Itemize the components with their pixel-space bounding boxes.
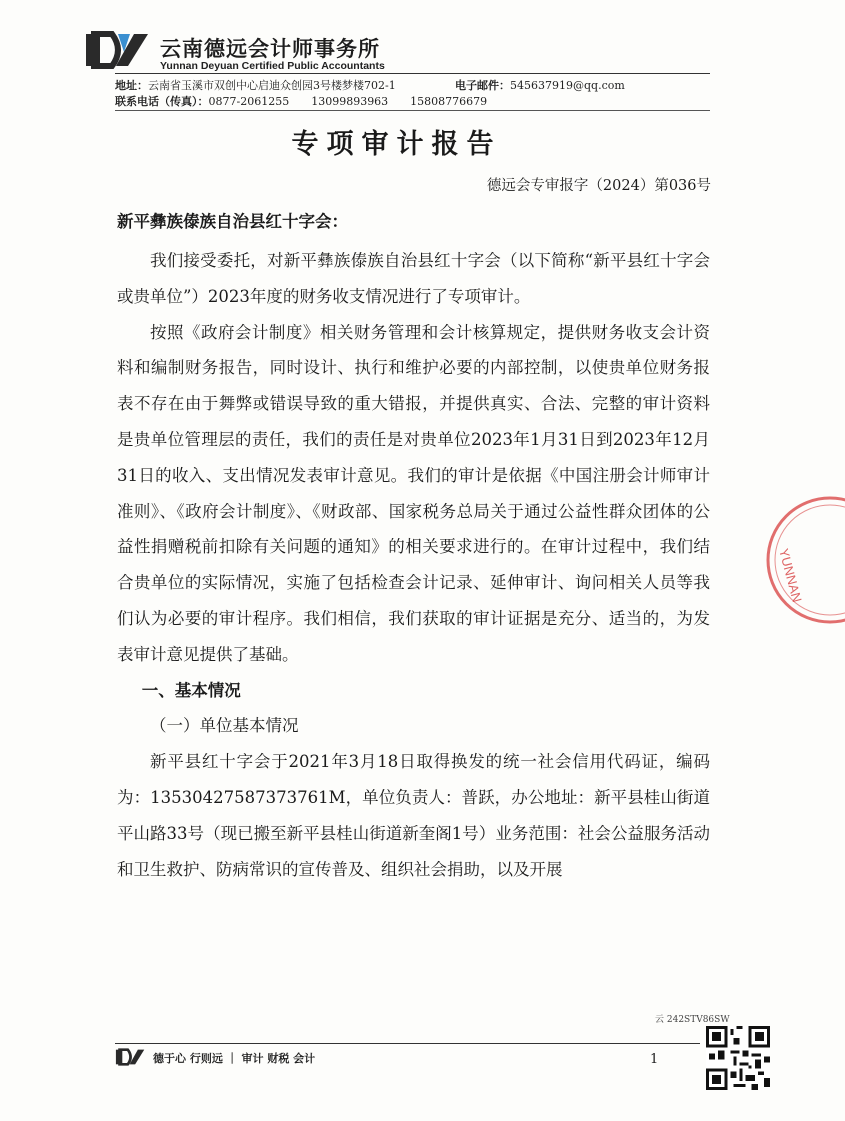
header-address: 地址：云南省玉溪市双创中心启迪众创园3号楼梦楼702-1 (115, 79, 396, 92)
page-number: 1 (650, 1052, 659, 1067)
header-phone: 联系电话（传真）：0877-2061255 13099893963 15808776679 (115, 95, 488, 108)
header-divider-2 (115, 110, 710, 111)
paragraph-1: 我们接受委托，对新平彝族傣族自治县红十字会（以下简称“新平县红十字会或贵单位”）2023年度的财务收支情况进行了专项审计。 (117, 251, 710, 306)
firm-name-cn: 云南德远会计师事务所 (160, 37, 380, 61)
addressee: 新平彝族傣族自治县红十字会： (117, 212, 348, 231)
document-code: 云 242STV86SW (655, 1015, 730, 1025)
header-email: 电子邮件：545637919@qq.com (455, 79, 625, 92)
footer-logo (115, 1047, 147, 1067)
paragraph-3: 新平县红十字会于2021年3月18日取得换发的统一社会信用代码证，编码为：13530427587373761M，单位负责人：普跃，办公地址：新平县桂山街道平山路33号（现已搬至新平县桂山街道新奎阁1号）业务范围：社会公益服务活动和卫生救护、防病常识的宣传普及、组织社会捐助，以及开展 (117, 752, 710, 879)
footer-slogan: 德于心 行则远 ｜ 审计 财税 会计 (153, 1052, 316, 1065)
section-heading: 一、基本情况 (141, 680, 241, 700)
firm-name-en: Yunnan Deyuan Certified Public Accountants (160, 60, 385, 72)
reference-number: 德远会专审报字（2024）第036号 (486, 178, 711, 194)
subsection-heading: （一）单位基本情况 (150, 716, 299, 736)
footer-divider (115, 1043, 700, 1044)
document-title: 专项审计报告 (291, 129, 502, 160)
svg-text:YUNNAN: YUNNAN (776, 546, 805, 604)
paragraph-2: 按照《政府会计制度》相关财务管理和会计核算规定，提供财务收支会计资料和编制财务报告，同时设计、执行和维护必要的内部控制，以使贵单位财务报表不存在由于舞弊或错误导致的重大错报，并提供真实、合法、完整的审计资料是贵单位管理层的责任，我们的责任是对贵单位2023年1月31日到2023年12月31日的收入、支出情况发表审计意见。我们的审计是依据《中国注册会计师审计准则》、《政府会计制度》、《财政部、国家税务总局关于通过公益性群众团体的公益性捐赠税前扣除有关问题的通知》的相关要求进行的。在审计过程中，我们结合贵单位的实际情况，实施了包括检查会计记录、延伸审计、询问相关人员等我们认为必要的审计程序。我们相信，我们获取的审计证据是充分、适当的，为发表审计意见提供了基础。 (117, 322, 710, 664)
firm-logo (84, 30, 154, 70)
qr-code-icon (706, 1026, 770, 1090)
header-divider (115, 73, 710, 74)
document-body (117, 243, 710, 887)
official-seal (755, 490, 845, 630)
